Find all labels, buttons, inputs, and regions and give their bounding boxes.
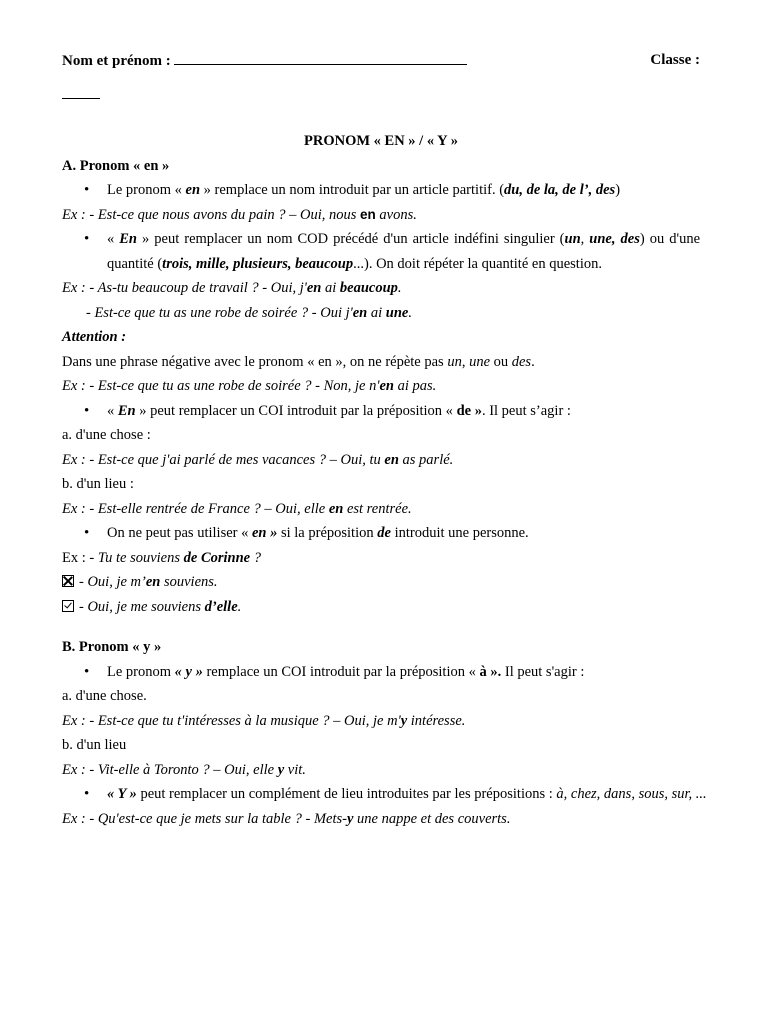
name-field[interactable] [62, 52, 467, 70]
y-case-b-place: b. d'un lieu [62, 737, 127, 753]
wrong-checkbox-icon [62, 575, 74, 587]
right-answer: - Oui, je me souviens d’elle. [62, 595, 700, 620]
class-label: Classe : [650, 52, 700, 68]
example-place: Ex : - Est-elle rentrée de France ? – Oui, elle en est rentrée. [62, 500, 412, 517]
example-indefinite: - Est-ce que tu as une robe de soirée ? - Oui j'en ai une. [86, 304, 412, 321]
rule-partitive: • Le pronom « en » remplace un nom introduit par un article partitif. (du, de la, de l’, des) [62, 178, 700, 203]
example-person: Ex : - Tu te souviens de Corinne ? [62, 549, 261, 566]
student-header [62, 52, 700, 104]
rule-y-place: • « Y » peut remplacer un complément de lieu introduites par les prépositions : à, chez, dans, sous, sur, ... [62, 782, 700, 807]
correct-checkbox-icon [62, 600, 74, 612]
section-spacer [62, 619, 700, 635]
example-thing: Ex : - Est-ce que j'ai parlé de mes vacances ? – Oui, tu en as parlé. [62, 451, 454, 468]
y-example-place: Ex : - Vit-elle à Toronto ? – Oui, elle y vit. [62, 761, 306, 778]
y-example-thing: Ex : - Est-ce que tu t'intéresses à la musique ? – Oui, je m'y intéresse. [62, 712, 466, 729]
example-negative: Ex : - Est-ce que tu as une robe de soirée ? - Non, je n'en ai pas. [62, 378, 437, 394]
rule-y-coi: • Le pronom « y » remplace un COI introduit par la préposition « à ». Il peut s'agir : [62, 660, 700, 685]
lesson-content [62, 129, 707, 831]
case-b-place: b. d'un lieu : [62, 476, 134, 492]
negative-rule: Dans une phrase négative avec le pronom « en », on ne répète pas un, une ou des. [62, 353, 535, 370]
wrong-answer: - Oui, je m’en souviens. [62, 570, 700, 595]
example-quantity: Ex : - As-tu beaucoup de travail ? - Oui, j'en ai beaucoup. [62, 280, 402, 296]
rule-coi-de: • « En » peut remplacer un COI introduit par la préposition « de ». Il peut s’agir : [62, 399, 700, 424]
rule-person: • On ne peut pas utiliser « en » si la préposition de introduit une personne. [62, 521, 700, 546]
name-label: Nom et prénom : [62, 53, 171, 69]
section-b-heading: B. Pronom « y » [62, 639, 162, 655]
y-example-table: Ex : - Qu'est-ce que je mets sur la table ? - Mets-y une nappe et des couverts. [62, 810, 511, 827]
class-blank-line[interactable] [62, 86, 100, 99]
page-title: PRONOM « EN » / « Y » [304, 133, 458, 149]
section-a-heading: A. Pronom « en » [62, 157, 170, 174]
rule-cod-quantity: • « En » peut remplacer un nom COD précédé d'un article indéfini singulier (un, une, des) ou d'une quantité (trois, mille, plusieurs, beaucoup...). On doit répéter la quantité en question. [62, 227, 700, 276]
case-a-thing: a. d'une chose : [62, 427, 151, 443]
attention-label: Attention : [62, 329, 127, 345]
y-case-a-thing: a. d'une chose. [62, 688, 147, 704]
example-partitive: Ex : - Est-ce que nous avons du pain ? – Oui, nous en avons. [62, 206, 417, 223]
name-blank-line[interactable] [174, 52, 467, 65]
